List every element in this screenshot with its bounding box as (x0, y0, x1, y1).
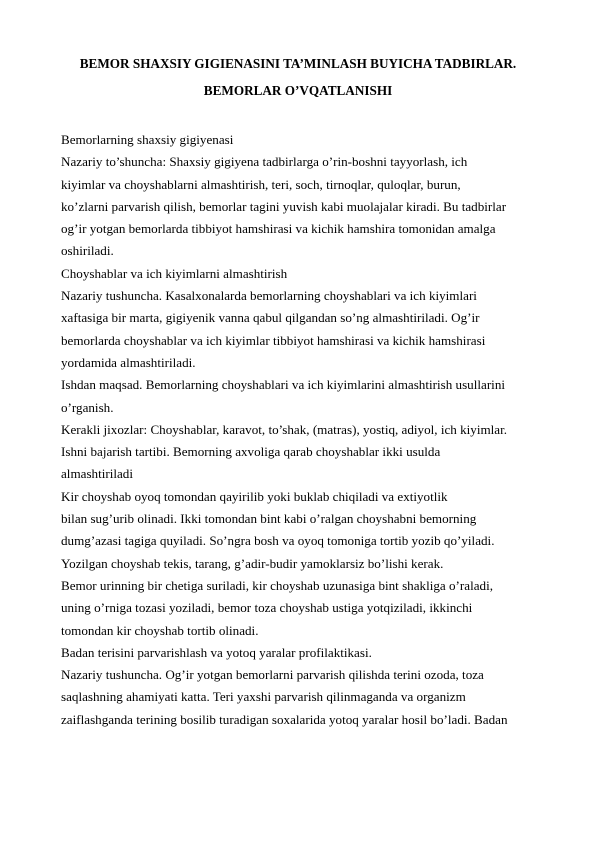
text-line: Nazariy tushuncha. Og’ir yotgan bemorlarni parvarish qilishda terini ozoda, toza (61, 667, 484, 683)
document-title: BEMOR SHAXSIY GIGIENASINI TA’MINLASH BUYICHA TADBIRLAR. (79, 56, 517, 71)
text-line: bemorlarda choyshablar va ich kiyimlar tibbiyot hamshirasi va kichik hamshirasi (61, 332, 486, 348)
text-line: saqlashning ahamiyati katta. Teri yaxshi parvarish qilinmaganda va organizm (61, 689, 466, 705)
text-line: Ishni bajarish tartibi. Bemorning axvoliga qarab choyshablar ikki usulda (61, 444, 441, 460)
text-line: dumg’azasi tagiga quyiladi. So’ngra bosh va oyoq tomoniga tortib yozib qo’yiladi. (61, 533, 495, 549)
text-line: Kerakli jixozlar: Choyshablar, karavot, to’shak, (matras), yostiq, adiyol, ich kiyimlar. (61, 421, 508, 437)
text-line: o’rganish. (61, 399, 114, 415)
text-line: Yozilgan choyshab tekis, tarang, g’adir-budir yamoklarsiz bo’lishi kerak. (61, 555, 444, 571)
text-line: tomondan kir choyshab tortib olinadi. (61, 622, 259, 638)
text-line: Nazariy to’shuncha: Shaxsiy gigiyena tadbirlarga o’rin-boshni tayyorlash, ich (61, 154, 468, 170)
text-line: og’ir yotgan bemorlarda tibbiyot hamshirasi va kichik hamshira tomonidan amalga (61, 221, 496, 237)
text-line: xaftasiga bir marta, gigiyenik vanna qabul qilgandan so’ng almashtiriladi. Og’ir (61, 310, 480, 326)
text-line: ko’zlarni parvarish qilish, bemorlar tagini yuvish kabi muolajalar kiradi. Bu tadbirlar (61, 198, 507, 214)
document-body (61, 129, 551, 731)
text-line: kiyimlar va choyshablarni almashtirish, teri, soch, tirnoqlar, quloqlar, burun, (61, 176, 461, 192)
text-line: oshiriladi. (61, 243, 114, 259)
text-line: Kir choyshab oyoq tomondan qayirilib yoki buklab chiqiladi va extiyotlik (61, 488, 448, 504)
text-line: uning o’rniga tozasi yoziladi, bemor toza choyshab ustiga yotqiziladi, ikkinchi (61, 600, 473, 616)
text-line: Bemor urinning bir chetiga suriladi, kir choyshab uzunasiga bint shakliga o’raladi, (61, 577, 493, 593)
text-line: Choyshablar va ich kiyimlarni almashtirish (61, 265, 288, 281)
document-subtitle: BEMORLAR O’VQATLANISHI (203, 83, 393, 98)
text-line: Badan terisini parvarishlash va yotoq yaralar profilaktikasi. (61, 644, 372, 660)
text-line: yordamida almashtiriladi. (61, 354, 196, 370)
text-line: almashtiriladi (61, 466, 133, 482)
text-line: Ishdan maqsad. Bemorlarning choyshablari va ich kiyimlarini almashtirish usullarini (61, 377, 505, 393)
text-line: Bemorlarning shaxsiy gigiyenasi (61, 132, 234, 147)
text-line: bilan sug’urib olinadi. Ikki tomondan bint kabi o’ralgan choyshabni bemorning (61, 511, 477, 527)
text-line: Nazariy tushuncha. Kasalxonalarda bemorlarning choyshablari va ich kiyimlari (61, 288, 477, 304)
text-line: zaiflashganda terining bosilib turadigan soxalarida yotoq yaralar hosil bo’ladi. Badan (61, 711, 508, 727)
